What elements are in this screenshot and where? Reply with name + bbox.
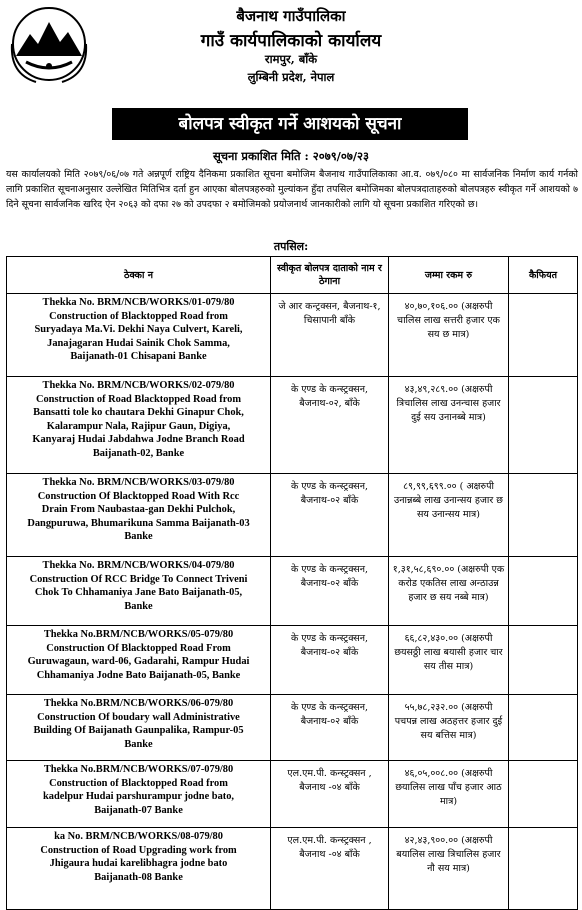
bidder-cell: के एण्ड के कन्स्ट्रक्सन, बैजनाथ-०२ बाँके bbox=[271, 474, 389, 557]
amount-cell: ५५,७८,२३२.०० (अक्षरुपी पचपन्न लाख अठहत्तर हजार दुई सय बत्तिस मात्र) bbox=[389, 695, 509, 761]
header-contract-no: ठेक्का न bbox=[7, 257, 271, 294]
contract-cell bbox=[7, 761, 271, 828]
table-body bbox=[7, 294, 578, 910]
contract-line: Baijanath-02, Banke bbox=[92, 447, 185, 459]
contract-line: Thekka No. BRM/NCB/WORKS/04-079/80 bbox=[42, 560, 235, 571]
table-row bbox=[7, 761, 578, 828]
contract-line: Thekka No. BRM/NCB/WORKS/02-079/80 bbox=[42, 380, 235, 391]
contract-line: kadelpur Hudai parshurampur jodne bato, bbox=[42, 791, 235, 802]
remarks-cell bbox=[509, 761, 578, 828]
contract-line: Construction Of boudary wall Administrative bbox=[37, 711, 240, 723]
contract-line: Banke bbox=[124, 738, 153, 750]
amount-cell: ४०,७०,१०६.०० (अक्षरुपी चालिस लाख सत्तरी हजार एक सय छ मात्र) bbox=[389, 294, 509, 377]
contract-line: Chok To Chhamaniya Jane Bato Baijanath-05, bbox=[34, 587, 243, 598]
contract-line: Thekka No. BRM/NCB/WORKS/03-079/80 bbox=[42, 477, 235, 488]
amount-cell: ४२,४३,९००.०० (अक्षरुपी बयालिस लाख त्रिचालिस हजार नौ सय मात्र) bbox=[389, 828, 509, 910]
contract-line: Jhigaura hudai karelibhagra jodne bato bbox=[49, 858, 228, 869]
intro-paragraph: यस कार्यालयको मिति २०७९/०६/०७ गते अन्नपूर्ण राष्ट्रिय दैनिकमा प्रकाशित सूचना बमोजिम बैजनाथ गाउँपालिकाका आ.व. ०७९/०८० मा सार्वजनिक निर्माण कार्य गर्नको लागि प्रकाशित सूचनाअनुसार उल्लेखित मितिभित्र दर्ता हुन आएका बोलपत्रहरुको मुल्यांकन हुँदा तपसिल बमोजिमका बोलपत्रदाताहरुको बोलपत्रहरु स्वीकृत गर्ने आशयको ७ दिने सूचना सार्वजनिक खरिद ऐन २०६३ को दफा २७ को उपदफा २ बमोजिमको प्रयोजनार्थ जानकारीको लागि यो सूचना प्रकाशित गरिएको छ। bbox=[6, 169, 578, 210]
contract-line: Construction Of Blacktopped Road With Rcc bbox=[37, 490, 240, 502]
contract-line: Banke bbox=[124, 531, 153, 542]
contract-line: Construction of Road Blacktopped Road from bbox=[35, 393, 242, 405]
bidder-cell: के एण्ड के कन्स्ट्रक्सन, बैजनाथ-०२ बाँके bbox=[271, 626, 389, 695]
bid-table bbox=[6, 256, 578, 910]
contract-line: Kanyaraj Hudai Jabdahwa Jodne Branch Road bbox=[32, 434, 245, 445]
contract-line: Drain From Naubastaa-gan Dekhi Pulchok, bbox=[41, 504, 236, 515]
contract-cell bbox=[7, 557, 271, 626]
bidder-cell: एल.एम.पी. कन्स्ट्रक्सन , बैजनाथ -०४ बाँके bbox=[271, 761, 389, 828]
header-amount: जम्मा रकम रु bbox=[389, 257, 509, 294]
contract-line: Thekka No.BRM/NCB/WORKS/06-079/80 bbox=[43, 698, 234, 709]
contract-line: Dangpuruwa, Bhumarikuna Samma Baijanath-03 bbox=[27, 517, 250, 529]
contract-line: Baijanath-01 Chisapani Banke bbox=[70, 351, 207, 362]
contract-line: Thekka No.BRM/NCB/WORKS/07-079/80 bbox=[43, 764, 234, 775]
table-row bbox=[7, 377, 578, 474]
table-row bbox=[7, 828, 578, 910]
contract-line: Construction of Blacktopped Road from bbox=[49, 777, 228, 789]
remarks-cell bbox=[509, 377, 578, 474]
bidder-cell: के एण्ड के कन्स्ट्रक्सन, बैजनाथ-०२ बाँके bbox=[271, 695, 389, 761]
bidder-cell: के एण्ड के कन्स्ट्रक्सन, बैजनाथ-०२, बाँके bbox=[271, 377, 389, 474]
header-remarks: कैफियत bbox=[509, 257, 578, 294]
table-row bbox=[7, 294, 578, 377]
contract-cell bbox=[7, 377, 271, 474]
contract-line: Construction of Blacktopped Road from bbox=[49, 310, 228, 322]
remarks-cell bbox=[509, 626, 578, 695]
remarks-cell bbox=[509, 557, 578, 626]
bidder-cell: एल.एम.पी. कन्स्ट्रक्सन , बैजनाथ -०४ बाँके bbox=[271, 828, 389, 910]
contract-cell bbox=[7, 695, 271, 761]
contract-line: Banke bbox=[124, 600, 153, 612]
table-row bbox=[7, 557, 578, 626]
contract-line: Kalarampur Nala, Rajipur Gaun, Digiya, bbox=[46, 420, 231, 432]
contract-line: Construction Of RCC Bridge To Connect Triveni bbox=[29, 573, 248, 585]
address-line: रामपुर, बाँके bbox=[264, 52, 318, 66]
contract-line: Baijanath-07 Banke bbox=[94, 804, 183, 816]
contract-cell bbox=[7, 828, 271, 910]
amount-cell: ८९,९९,६९९.०० ( अक्षरुपी उनान्नब्बे लाख उनान्सय हजार छ सय उनान्सय मात्र) bbox=[389, 474, 509, 557]
contract-line: Chhamaniya Jodne Bato Baijanath-05, Banke bbox=[36, 669, 241, 681]
contract-line: Thekka No.BRM/NCB/WORKS/05-079/80 bbox=[43, 629, 234, 640]
table-row bbox=[7, 695, 578, 761]
contract-line: Construction Of Blacktopped Road From bbox=[46, 642, 231, 654]
bidder-cell: जे आर कन्ट्रक्सन, बैजनाथ-१, चिसापानी बाँके bbox=[271, 294, 389, 377]
contract-line: Suryadaya Ma.Vi. Dekhi Naya Culvert, Kareli, bbox=[34, 324, 243, 335]
contract-line: Janajagaran Hudai Sainik Chok Samma, bbox=[47, 337, 230, 349]
contract-line: ka No. BRM/NCB/WORKS/08-079/80 bbox=[54, 831, 223, 842]
remarks-cell bbox=[509, 474, 578, 557]
table-row bbox=[7, 474, 578, 557]
municipality-name: बैजनाथ गाउँपालिका bbox=[236, 7, 346, 25]
province-line: लुम्बिनी प्रदेश, नेपाल bbox=[247, 70, 335, 84]
contract-line: Baijanath-08 Banke bbox=[94, 871, 183, 883]
contract-line: Thekka No. BRM/NCB/WORKS/01-079/80 bbox=[42, 297, 235, 308]
header-bidder: स्वीकृत बोलपत्र दाताको नाम र ठेगाना bbox=[271, 257, 389, 294]
contract-line: Building Of Baijanath Gaunpalika, Rampur-05 bbox=[33, 725, 244, 736]
amount-cell: १,३१,५८,६९०.०० (अक्षरुपी एक करोड एकतिस लाख अन्ठाउन्न हजार छ सय नब्बे मात्र) bbox=[389, 557, 509, 626]
schedule-label: तपसिल: bbox=[273, 240, 309, 253]
table-row bbox=[7, 626, 578, 695]
amount-cell: ४६,०५,००८.०० (अक्षरुपी छयालिस लाख पाँच हजार आठ मात्र) bbox=[389, 761, 509, 828]
remarks-cell bbox=[509, 828, 578, 910]
publish-date: सूचना प्रकाशित मिति : २०७९/०७/२३ bbox=[212, 149, 370, 163]
contract-cell bbox=[7, 294, 271, 377]
contract-line: Construction of Road Upgrading work from bbox=[40, 844, 237, 856]
contract-cell bbox=[7, 474, 271, 557]
amount-cell: ६६,८२,४३०.०० (अक्षरुपी छयसठ्ठी लाख बयासी हजार चार सय तीस मात्र) bbox=[389, 626, 509, 695]
notice-title-banner: बोलपत्र स्वीकृत गर्ने आशयको सूचना bbox=[112, 108, 468, 140]
table-header-row bbox=[7, 257, 578, 294]
amount-cell: ४३,४९,२८९.०० (अक्षरुपी त्रिचालिस लाख उनन्चास हजार दुई सय उनानब्बे मात्र) bbox=[389, 377, 509, 474]
contract-cell bbox=[7, 626, 271, 695]
contract-line: Bansatti tole ko chautara Dekhi Ginapur Chok, bbox=[33, 407, 244, 418]
contract-line: Guruwagaun, ward-06, Gadarahi, Rampur Hudai bbox=[27, 656, 250, 667]
bidder-cell: के एण्ड के कन्स्ट्रक्सन, बैजनाथ-०२ बाँके bbox=[271, 557, 389, 626]
remarks-cell bbox=[509, 695, 578, 761]
office-name: गाउँ कार्यपालिकाको कार्यालय bbox=[200, 31, 382, 51]
remarks-cell bbox=[509, 294, 578, 377]
